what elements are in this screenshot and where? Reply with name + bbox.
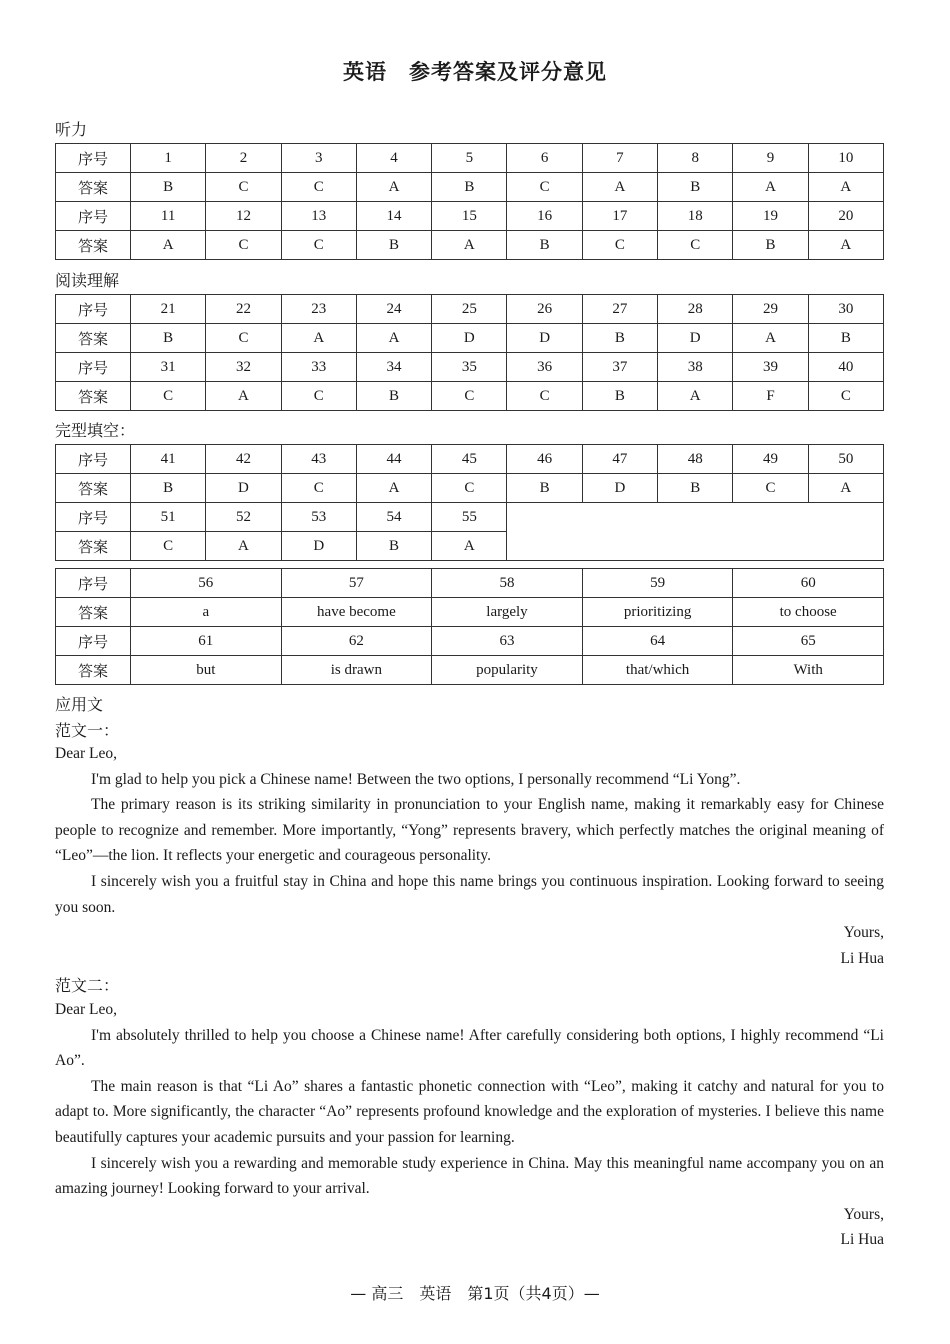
question-number-cell: 42 bbox=[206, 445, 281, 474]
question-number-cell: 25 bbox=[432, 295, 507, 324]
answer-cell: A bbox=[808, 173, 883, 202]
cloze-answer-row bbox=[56, 474, 884, 503]
answer-cell: C bbox=[281, 173, 356, 202]
grammar-answer-table bbox=[55, 568, 884, 685]
question-number-cell: 62 bbox=[281, 627, 432, 656]
question-number-cell: 18 bbox=[658, 202, 733, 231]
answer-cell: but bbox=[131, 656, 282, 685]
question-number-cell: 56 bbox=[131, 569, 282, 598]
answer-cell: B bbox=[507, 474, 582, 503]
answer-cell: D bbox=[206, 474, 281, 503]
answer-cell: A bbox=[808, 474, 883, 503]
question-number-cell: 48 bbox=[658, 445, 733, 474]
question-number-cell: 60 bbox=[733, 569, 884, 598]
question-number-cell: 65 bbox=[733, 627, 884, 656]
row-label-answer: 答案 bbox=[56, 474, 131, 503]
row-label-number: 序号 bbox=[56, 295, 131, 324]
question-number-cell: 19 bbox=[733, 202, 808, 231]
section-listening-heading: 听力 bbox=[55, 120, 88, 139]
answer-cell: B bbox=[658, 173, 733, 202]
row-label-answer: 答案 bbox=[56, 532, 131, 561]
answer-cell: D bbox=[507, 324, 582, 353]
section-reading-heading: 阅读理解 bbox=[55, 271, 120, 290]
answer-cell: largely bbox=[432, 598, 583, 627]
answer-cell: B bbox=[507, 231, 582, 260]
answer-cell: F bbox=[733, 382, 808, 411]
empty-cell bbox=[507, 503, 884, 561]
section-writing-heading: 应用文 bbox=[55, 695, 104, 714]
row-label-number: 序号 bbox=[56, 202, 131, 231]
reading-number-row bbox=[56, 353, 884, 382]
answer-cell: B bbox=[733, 231, 808, 260]
question-number-cell: 3 bbox=[281, 144, 356, 173]
reading-number-row bbox=[56, 295, 884, 324]
answer-cell: D bbox=[432, 324, 507, 353]
question-number-cell: 7 bbox=[582, 144, 657, 173]
listening-answer-row bbox=[56, 231, 884, 260]
question-number-cell: 35 bbox=[432, 353, 507, 382]
grammar-answer-row bbox=[56, 656, 884, 685]
row-label-number: 序号 bbox=[56, 627, 131, 656]
question-number-cell: 29 bbox=[733, 295, 808, 324]
answer-cell: C bbox=[206, 231, 281, 260]
question-number-cell: 57 bbox=[281, 569, 432, 598]
question-number-cell: 26 bbox=[507, 295, 582, 324]
answer-cell: C bbox=[582, 231, 657, 260]
question-number-cell: 22 bbox=[206, 295, 281, 324]
answer-cell: A bbox=[582, 173, 657, 202]
reading-answer-row bbox=[56, 324, 884, 353]
answer-cell: C bbox=[131, 382, 206, 411]
question-number-cell: 37 bbox=[582, 353, 657, 382]
question-number-cell: 32 bbox=[206, 353, 281, 382]
essay2-heading: 范文二： bbox=[55, 976, 120, 995]
listening-number-row bbox=[56, 144, 884, 173]
question-number-cell: 58 bbox=[432, 569, 583, 598]
section-cloze-heading: 完型填空： bbox=[55, 421, 136, 440]
question-number-cell: 61 bbox=[131, 627, 282, 656]
question-number-cell: 20 bbox=[808, 202, 883, 231]
question-number-cell: 17 bbox=[582, 202, 657, 231]
answer-cell: A bbox=[131, 231, 206, 260]
answer-cell: D bbox=[582, 474, 657, 503]
question-number-cell: 52 bbox=[206, 503, 281, 532]
question-number-cell: 14 bbox=[356, 202, 431, 231]
question-number-cell: 10 bbox=[808, 144, 883, 173]
question-number-cell: 2 bbox=[206, 144, 281, 173]
answer-cell: a bbox=[131, 598, 282, 627]
question-number-cell: 40 bbox=[808, 353, 883, 382]
question-number-cell: 53 bbox=[281, 503, 356, 532]
row-label-number: 序号 bbox=[56, 569, 131, 598]
question-number-cell: 41 bbox=[131, 445, 206, 474]
row-label-answer: 答案 bbox=[56, 656, 131, 685]
answer-cell: A bbox=[356, 173, 431, 202]
answer-cell: C bbox=[206, 173, 281, 202]
essay2-paragraph-1: I'm absolutely thrilled to help you choose a Chinese name! After carefully considering both options, I highly recommend “Li Ao”. bbox=[55, 1026, 884, 1070]
essay1-paragraph-2: The primary reason is its striking similarity in pronunciation to your English name, making it remarkably easy for Chinese people to recognize and remember. More importantly, “Yong” represents bravery, which perfectly matches the original meaning of “Leo”—the lion. It reflects your energetic and courageous personality. bbox=[55, 796, 884, 865]
reading-answer-table bbox=[55, 294, 884, 411]
essay1-closing: Yours, bbox=[843, 924, 884, 942]
listening-answer-table bbox=[55, 143, 884, 260]
question-number-cell: 44 bbox=[356, 445, 431, 474]
question-number-cell: 33 bbox=[281, 353, 356, 382]
answer-cell: C bbox=[808, 382, 883, 411]
essay1-heading: 范文一： bbox=[55, 721, 120, 740]
row-label-number: 序号 bbox=[56, 144, 131, 173]
grammar-number-row bbox=[56, 569, 884, 598]
essay1-signature: Li Hua bbox=[840, 949, 884, 967]
page-title: 英语 参考答案及评分意见 bbox=[343, 60, 607, 84]
question-number-cell: 39 bbox=[733, 353, 808, 382]
answer-cell: D bbox=[658, 324, 733, 353]
question-number-cell: 9 bbox=[733, 144, 808, 173]
answer-cell: C bbox=[131, 532, 206, 561]
question-number-cell: 11 bbox=[131, 202, 206, 231]
question-number-cell: 47 bbox=[582, 445, 657, 474]
row-label-answer: 答案 bbox=[56, 598, 131, 627]
question-number-cell: 31 bbox=[131, 353, 206, 382]
question-number-cell: 36 bbox=[507, 353, 582, 382]
row-label-answer: 答案 bbox=[56, 231, 131, 260]
essay1-paragraph-3: I sincerely wish you a fruitful stay in China and hope this name brings you continuous inspiration. Looking forward to seeing you soon. bbox=[55, 872, 884, 916]
question-number-cell: 6 bbox=[507, 144, 582, 173]
cloze-number-row bbox=[56, 503, 884, 532]
reading-answer-row bbox=[56, 382, 884, 411]
answer-cell: A bbox=[206, 382, 281, 411]
question-number-cell: 1 bbox=[131, 144, 206, 173]
answer-cell: B bbox=[658, 474, 733, 503]
answer-cell: B bbox=[131, 173, 206, 202]
answer-cell: A bbox=[808, 231, 883, 260]
answer-cell: to choose bbox=[733, 598, 884, 627]
essay1-salutation: Dear Leo, bbox=[55, 745, 117, 762]
answer-cell: A bbox=[356, 474, 431, 503]
essay2-paragraph-3: I sincerely wish you a rewarding and memorable study experience in China. May this meaningful name accompany you on an amazing journey! Looking forward to your arrival. bbox=[55, 1154, 884, 1198]
question-number-cell: 54 bbox=[356, 503, 431, 532]
listening-number-row bbox=[56, 202, 884, 231]
answer-cell: A bbox=[281, 324, 356, 353]
answer-cell: that/which bbox=[582, 656, 733, 685]
question-number-cell: 12 bbox=[206, 202, 281, 231]
answer-cell: B bbox=[356, 532, 431, 561]
question-number-cell: 43 bbox=[281, 445, 356, 474]
grammar-answer-row bbox=[56, 598, 884, 627]
question-number-cell: 16 bbox=[507, 202, 582, 231]
question-number-cell: 45 bbox=[432, 445, 507, 474]
answer-cell: C bbox=[432, 382, 507, 411]
question-number-cell: 64 bbox=[582, 627, 733, 656]
cloze-number-row bbox=[56, 445, 884, 474]
row-label-number: 序号 bbox=[56, 445, 131, 474]
answer-cell: B bbox=[582, 324, 657, 353]
question-number-cell: 63 bbox=[432, 627, 583, 656]
page-footer: — 高三 英语 第1页（共4页）— bbox=[350, 1284, 600, 1303]
question-number-cell: 51 bbox=[131, 503, 206, 532]
question-number-cell: 49 bbox=[733, 445, 808, 474]
question-number-cell: 13 bbox=[281, 202, 356, 231]
answer-cell: popularity bbox=[432, 656, 583, 685]
answer-cell: C bbox=[507, 382, 582, 411]
essay2-signature: Li Hua bbox=[840, 1231, 884, 1249]
question-number-cell: 34 bbox=[356, 353, 431, 382]
answer-cell: A bbox=[356, 324, 431, 353]
answer-cell: B bbox=[356, 382, 431, 411]
answer-cell: B bbox=[131, 324, 206, 353]
question-number-cell: 8 bbox=[658, 144, 733, 173]
grammar-number-row bbox=[56, 627, 884, 656]
answer-cell: A bbox=[432, 231, 507, 260]
answer-cell: is drawn bbox=[281, 656, 432, 685]
answer-cell: C bbox=[507, 173, 582, 202]
essay1-paragraph-1: I'm glad to help you pick a Chinese name! Between the two options, I personally recommend “Li Yong”. bbox=[91, 770, 741, 788]
answer-cell: C bbox=[281, 231, 356, 260]
essay2-closing: Yours, bbox=[843, 1205, 884, 1223]
answer-cell: B bbox=[582, 382, 657, 411]
question-number-cell: 27 bbox=[582, 295, 657, 324]
answer-cell: C bbox=[432, 474, 507, 503]
question-number-cell: 24 bbox=[356, 295, 431, 324]
cloze-answer-table bbox=[55, 444, 884, 561]
answer-cell: C bbox=[281, 382, 356, 411]
answer-cell: B bbox=[432, 173, 507, 202]
answer-cell: C bbox=[281, 474, 356, 503]
answer-cell: have become bbox=[281, 598, 432, 627]
listening-answer-row bbox=[56, 173, 884, 202]
essay2-letter bbox=[55, 997, 884, 1253]
row-label-answer: 答案 bbox=[56, 324, 131, 353]
question-number-cell: 15 bbox=[432, 202, 507, 231]
question-number-cell: 21 bbox=[131, 295, 206, 324]
answer-cell: C bbox=[658, 231, 733, 260]
question-number-cell: 55 bbox=[432, 503, 507, 532]
answer-cell: With bbox=[733, 656, 884, 685]
row-label-number: 序号 bbox=[56, 353, 131, 382]
essay1-letter bbox=[55, 741, 884, 971]
question-number-cell: 23 bbox=[281, 295, 356, 324]
answer-cell: A bbox=[206, 532, 281, 561]
row-label-answer: 答案 bbox=[56, 382, 131, 411]
answer-cell: A bbox=[733, 324, 808, 353]
question-number-cell: 5 bbox=[432, 144, 507, 173]
answer-cell: A bbox=[658, 382, 733, 411]
answer-cell: C bbox=[206, 324, 281, 353]
answer-cell: B bbox=[356, 231, 431, 260]
question-number-cell: 38 bbox=[658, 353, 733, 382]
answer-cell: prioritizing bbox=[582, 598, 733, 627]
question-number-cell: 28 bbox=[658, 295, 733, 324]
question-number-cell: 4 bbox=[356, 144, 431, 173]
question-number-cell: 46 bbox=[507, 445, 582, 474]
answer-cell: A bbox=[733, 173, 808, 202]
question-number-cell: 59 bbox=[582, 569, 733, 598]
row-label-answer: 答案 bbox=[56, 173, 131, 202]
answer-cell: D bbox=[281, 532, 356, 561]
answer-cell: A bbox=[432, 532, 507, 561]
row-label-number: 序号 bbox=[56, 503, 131, 532]
essay2-salutation: Dear Leo, bbox=[55, 1001, 117, 1018]
question-number-cell: 50 bbox=[808, 445, 883, 474]
answer-cell: B bbox=[808, 324, 883, 353]
question-number-cell: 30 bbox=[808, 295, 883, 324]
answer-cell: B bbox=[131, 474, 206, 503]
answer-cell: C bbox=[733, 474, 808, 503]
essay2-paragraph-2: The main reason is that “Li Ao” shares a fantastic phonetic connection with “Leo”, making it catchy and natural for you to adapt to. More significantly, the character “Ao” represents profound knowledge and the exploration of mysteries. I believe this name beautifully captures your academic pursuits and your passion for learning. bbox=[55, 1077, 884, 1146]
